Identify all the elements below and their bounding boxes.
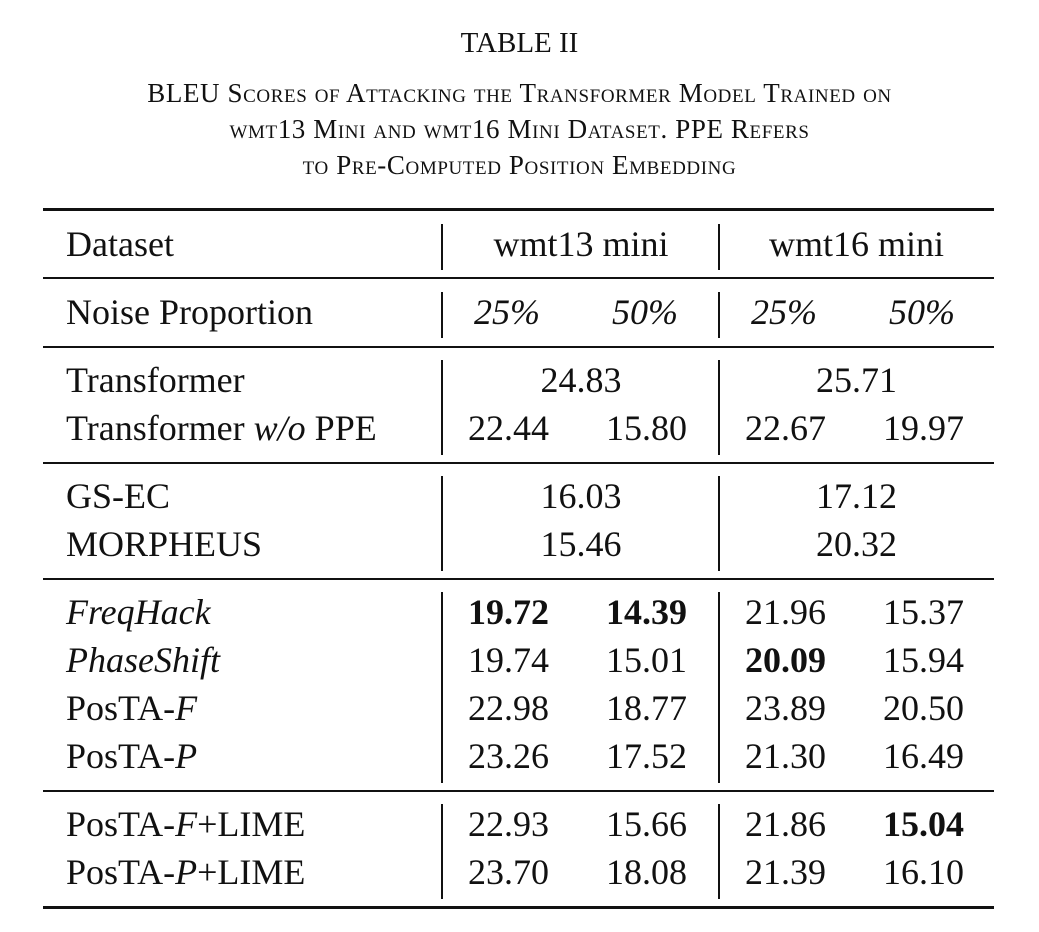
row-label-text: Transformer: [66, 360, 245, 400]
dataset-wmt16-header: wmt16 mini: [768, 224, 944, 264]
table-cell: 15.01: [606, 640, 687, 680]
row-label-suffix: PPE: [305, 408, 377, 448]
table-title-line-1: BLEU Scores of Attacking the Transformer Model Trained on: [147, 78, 892, 108]
table-cell: 19.74: [468, 640, 549, 680]
noise-level-cell: 50%: [612, 292, 678, 332]
row-label-italic: F: [175, 804, 198, 844]
table-cell: 21.30: [745, 736, 826, 776]
table-cell: 20.50: [883, 688, 964, 728]
row-label-italic: F: [175, 688, 198, 728]
row-label-gs-ec: [66, 476, 170, 516]
col-separator: [441, 592, 443, 783]
table-cell: 22.93: [468, 804, 549, 844]
col-separator: [718, 592, 720, 783]
table-cell: 16.10: [883, 852, 964, 892]
table-cell: 15.37: [883, 592, 964, 632]
row-label-italic: w/o: [253, 408, 306, 448]
row-label-transformer: [66, 360, 245, 400]
row-label-text: PosTA-: [66, 736, 176, 776]
col-separator: [718, 292, 720, 338]
row-label-transformer-wo-ppe: [66, 408, 377, 448]
table-cell: 15.80: [606, 408, 687, 448]
table-cell: 22.98: [468, 688, 549, 728]
table-cell: 16.03: [540, 476, 622, 516]
table-cell: 24.83: [540, 360, 622, 400]
table-cell: 15.46: [540, 524, 622, 564]
table-cell: 22.44: [468, 408, 549, 448]
table-cell: 17.12: [816, 476, 897, 516]
table-cell-best: 19.72: [468, 592, 549, 632]
row-label-suffix: +LIME: [197, 804, 306, 844]
noise-level-cell: 50%: [889, 292, 955, 332]
group-divider-rule-3: [43, 790, 994, 792]
row-label-text: PosTA-: [66, 688, 176, 728]
table-cell: 21.39: [745, 852, 826, 892]
row-label-text: MORPHEUS: [66, 524, 263, 564]
table-bottom-rule: [43, 906, 994, 909]
row-label-suffix: +LIME: [197, 852, 306, 892]
table-cell: 18.08: [606, 852, 687, 892]
row-label-italic: P: [175, 736, 198, 776]
table-top-rule: [43, 208, 994, 211]
group-divider-rule-2: [43, 578, 994, 580]
dataset-header: Dataset: [66, 224, 174, 264]
table-cell: 21.96: [745, 592, 826, 632]
header-bottom-rule: [43, 346, 994, 348]
row-label-freqhack: [66, 592, 211, 632]
col-separator: [441, 804, 443, 899]
row-label-text: Transformer: [66, 408, 254, 448]
row-label-phaseshift: [66, 640, 220, 680]
table-cell: 15.66: [606, 804, 687, 844]
row-label-italic: PhaseShift: [66, 640, 220, 680]
header-divider-rule: [43, 277, 994, 279]
table-cell: 15.94: [883, 640, 964, 680]
noise-proportion-header: Noise Proportion: [66, 292, 313, 332]
dataset-wmt13-header: wmt13 mini: [493, 224, 669, 264]
row-label-posta-p-lime: [66, 852, 305, 892]
row-label-text: GS-EC: [66, 476, 171, 516]
table-cell: 23.70: [468, 852, 549, 892]
row-label-text: PosTA-: [66, 804, 176, 844]
table-cell: 23.26: [468, 736, 549, 776]
col-separator: [718, 804, 720, 899]
table-cell-best: 15.04: [883, 804, 964, 844]
table-cell: 16.49: [883, 736, 964, 776]
row-label-italic: FreqHack: [66, 592, 211, 632]
group-divider-rule-1: [43, 462, 994, 464]
table-cell: 19.97: [883, 408, 964, 448]
row-label-posta-p: [66, 736, 197, 776]
table-cell: 22.67: [745, 408, 826, 448]
row-label-text: PosTA-: [66, 852, 176, 892]
table-cell: 20.32: [816, 524, 897, 564]
table-cell: 25.71: [816, 360, 897, 400]
col-separator: [441, 292, 443, 338]
table-title-line-3: to Pre-Computed Position Embedding: [302, 150, 737, 180]
row-label-italic: P: [175, 852, 198, 892]
row-label-posta-f: [66, 688, 197, 728]
noise-level-cell: 25%: [751, 292, 817, 332]
table-cell: 18.77: [606, 688, 687, 728]
table-cell: 23.89: [745, 688, 826, 728]
table-label: TABLE II: [460, 27, 579, 59]
table-cell-best: 20.09: [745, 640, 826, 680]
table-cell: 17.52: [606, 736, 687, 776]
table-cell-best: 14.39: [606, 592, 687, 632]
table-cell: 21.86: [745, 804, 826, 844]
row-label-morpheus: [66, 524, 262, 564]
table-title-line-2: wmt13 Mini and wmt16 Mini Dataset. PPE Refers: [229, 114, 810, 144]
row-label-posta-f-lime: [66, 804, 305, 844]
noise-level-cell: 25%: [474, 292, 540, 332]
